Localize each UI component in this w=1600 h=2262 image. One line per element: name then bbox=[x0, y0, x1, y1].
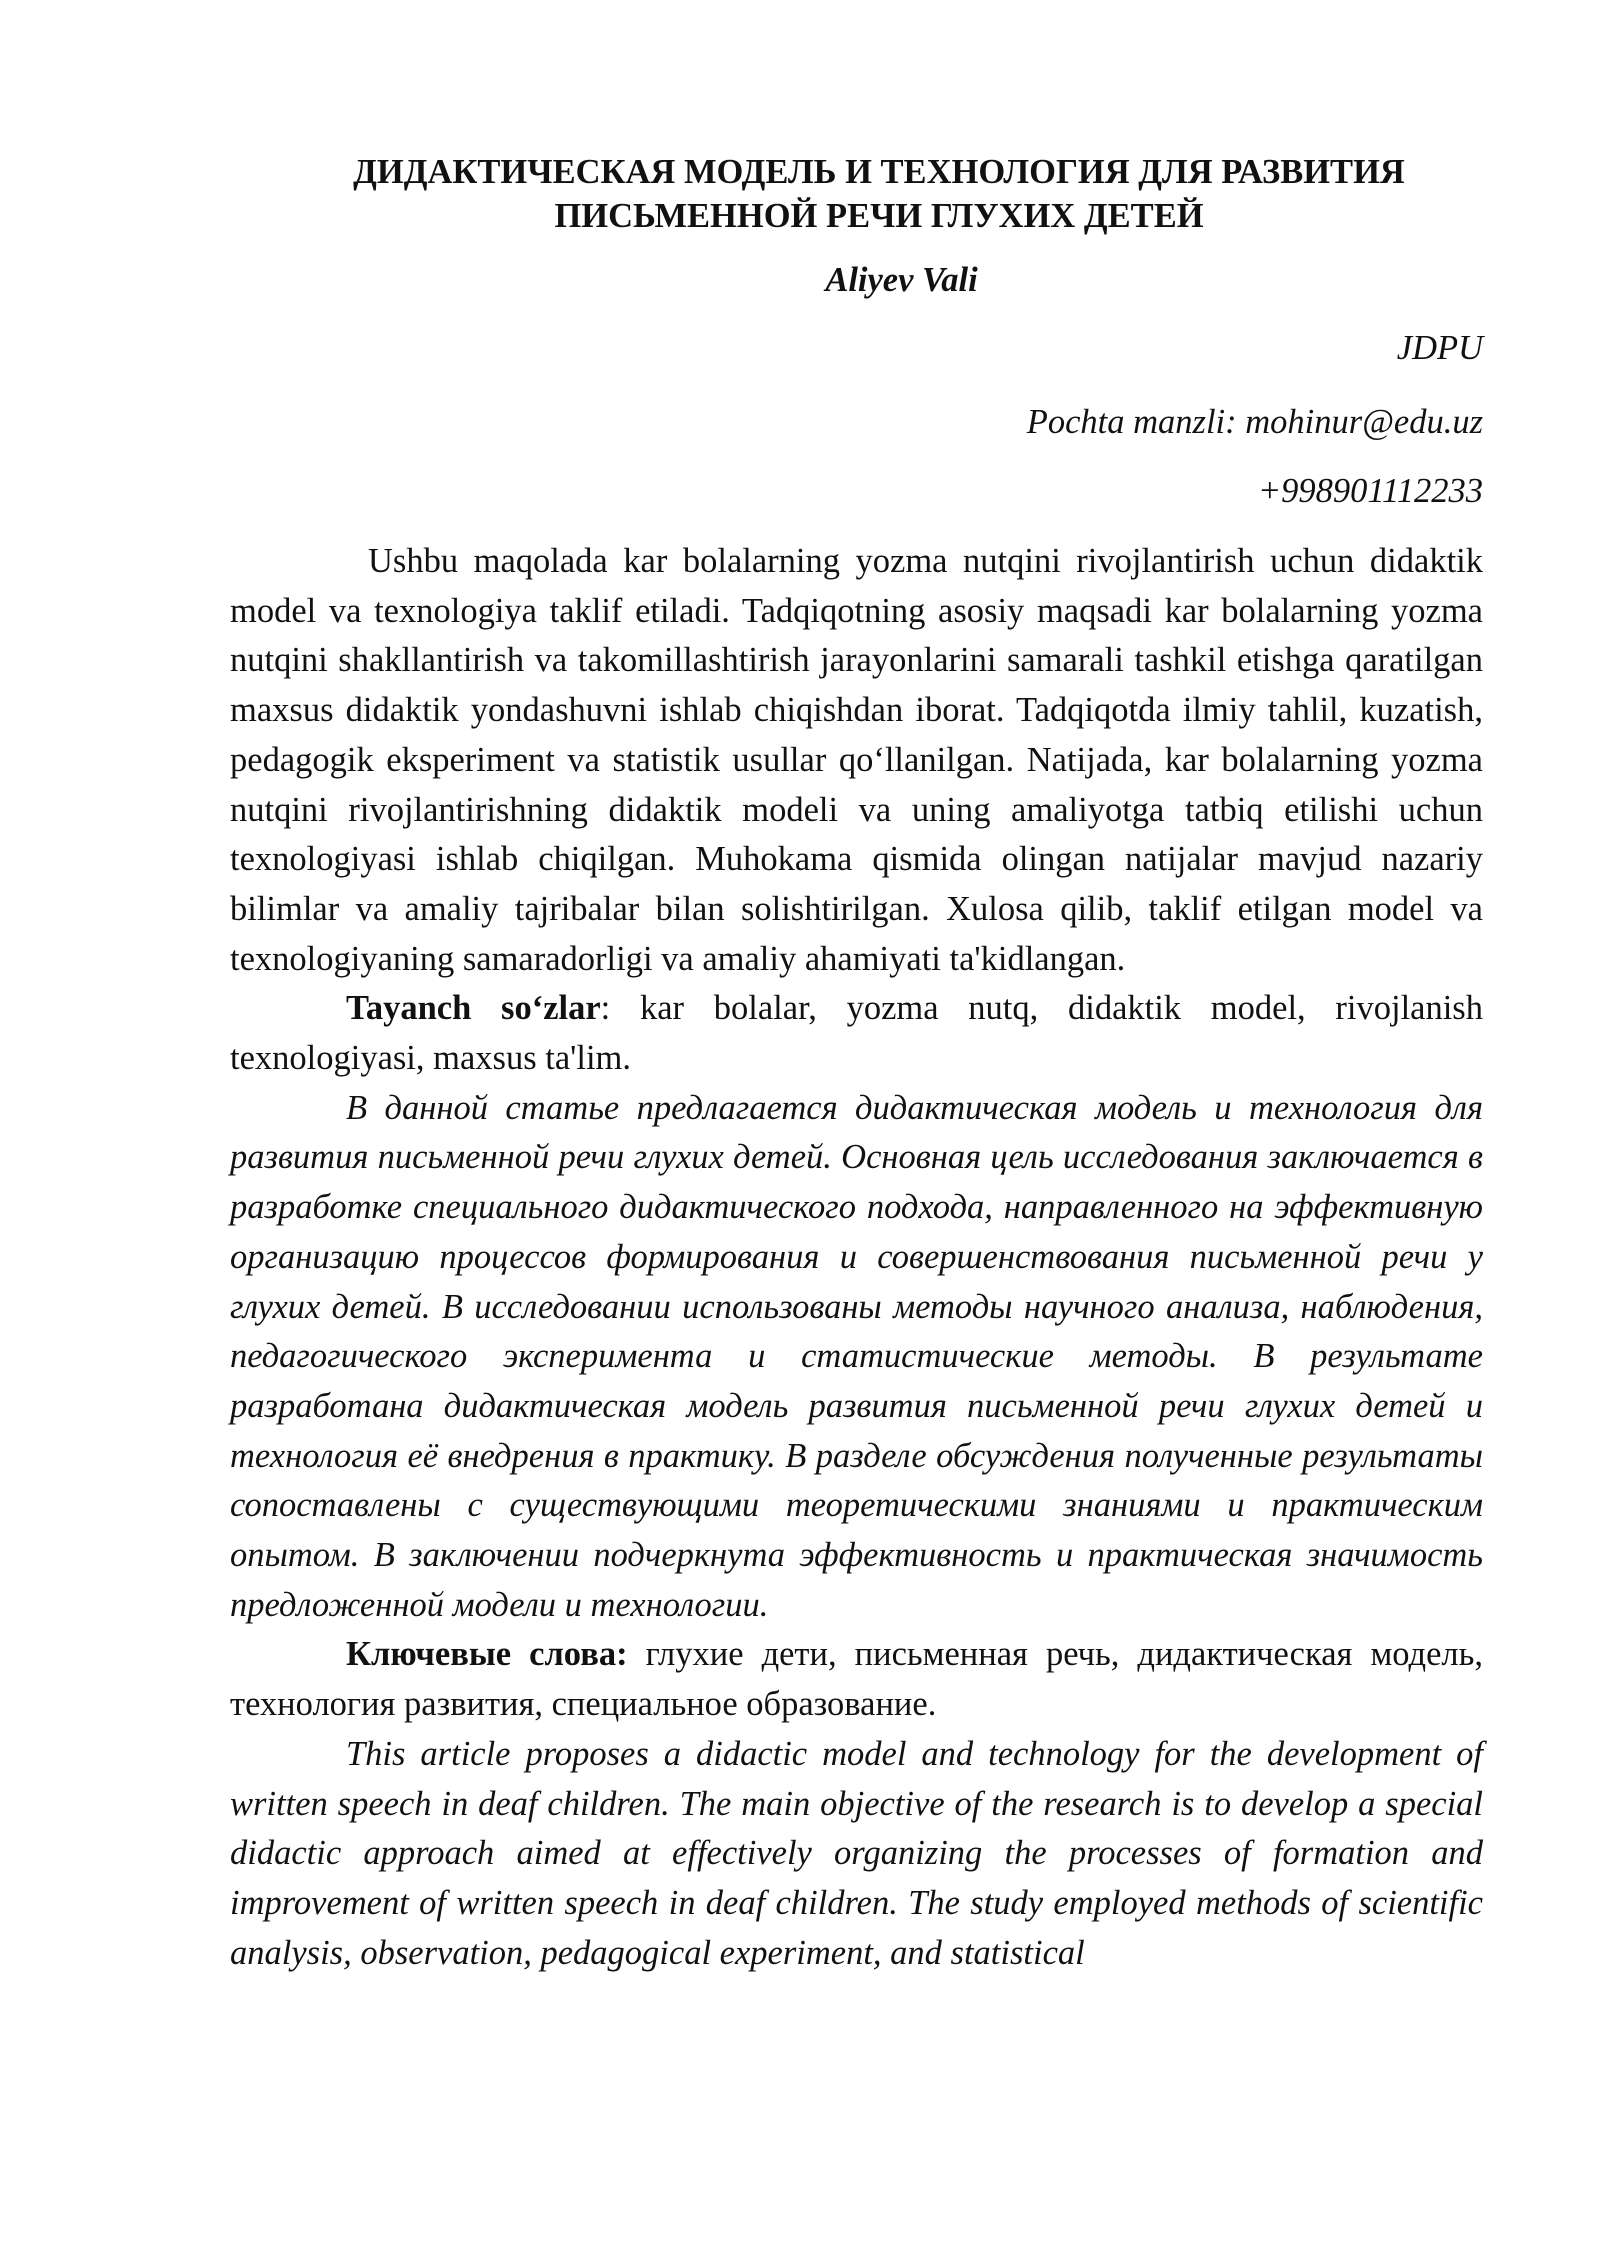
author-name: Aliyev Vali bbox=[825, 261, 978, 299]
keywords-uzbek-text: : kar bolalar, yozma nutq, didaktik model, rivojlanish texnologiyasi, maxsus ta'lim. bbox=[230, 989, 1483, 1078]
affiliation-org: JDPU bbox=[1396, 329, 1483, 367]
keywords-russian bbox=[230, 1630, 1483, 1729]
abstract-russian: В данной статье предлагается дидактическая модель и технология для развития письменной речи глухих детей. Основная цель исследования заключается в разработке специального дидактического подхода, направленного на эффективную организацию процессов формирования и совершенствования письменной речи у глухих детей. В исследовании использованы методы научного анализа, наблюдения, педагогического эксперимента и статистические методы. В результате разработана дидактическая модель развития письменной речи глухих детей и технология её внедрения в практику. В разделе обсуждения полученные результаты сопоставлены с существующими теоретическими знаниями и практическим опытом. В заключении подчеркнута эффективность и практическая значимость предложенной модели и технологии. bbox=[230, 1088, 1483, 1624]
keywords-russian-label: Ключевые слова: bbox=[346, 1635, 628, 1674]
keywords-russian-text: глухие дети, письменная речь, дидактическая модель, технология развития, специальное образование. bbox=[230, 1635, 1483, 1724]
article-title-line-2: ПИСЬМЕННОЙ РЕЧИ ГЛУХИХ ДЕТЕЙ bbox=[554, 197, 1204, 235]
keywords-uzbek bbox=[230, 984, 1483, 1083]
keywords-uzbek-label: Tayanch so‘zlar bbox=[346, 989, 601, 1028]
article-title-line-1: ДИДАКТИЧЕСКАЯ МОДЕЛЬ И ТЕХНОЛОГИЯ ДЛЯ РАЗВИТИЯ bbox=[353, 153, 1405, 191]
article-title bbox=[275, 150, 1483, 238]
affiliation-email: Pochta manzli: mohinur@edu.uz bbox=[1026, 403, 1483, 441]
affiliation-phone: +998901112233 bbox=[1257, 472, 1483, 510]
abstract-english: This article proposes a didactic model and technology for the development of written speech in deaf children. The main objective of the research is to develop a special didactic approach aimed at effectively organizing the processes of formation and improvement of written speech in deaf children. The study employed methods of scientific analysis, observation, pedagogical experiment, and statistical bbox=[230, 1734, 1483, 1972]
abstract-uzbek: Ushbu maqolada kar bolalarning yozma nutqini rivojlantirish uchun didaktik model va texnologiya taklif etiladi. Tadqiqotning asosiy maqsadi kar bolalarning yozma nutqini shakllantirish va takomillashtirish jarayonlarini samarali tashkil etishga qaratilgan maxsus didaktik yondashuvni ishlab chiqishdan iborat. Tadqiqotda ilmiy tahlil, kuzatish, pedagogik eksperiment va statistik usullar qo‘llanilgan. Natijada, kar bolalarning yozma nutqini rivojlantirishning didaktik modeli va uning amaliyotga tatbiq etilishi uchun texnologiyasi ishlab chiqilgan. Muhokama qismida olingan natijalar mavjud nazariy bilimlar va amaliy tajribalar bilan solishtirilgan. Xulosa qilib, taklif etilgan model va texnologiyaning samaradorligi va amaliy ahamiyati ta'kidlangan. bbox=[230, 542, 1483, 978]
